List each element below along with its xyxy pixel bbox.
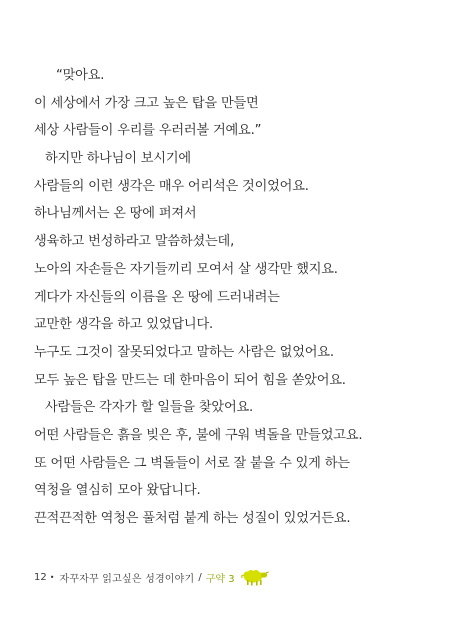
footer-separator: /: [198, 571, 202, 583]
volume-label: 구약 3: [205, 573, 235, 585]
text-line: 또 어떤 사람들은 그 벽돌들이 서로 잘 붙을 수 있게 하는: [34, 455, 350, 471]
text-line: 모두 높은 탑을 만드는 데 한마음이 되어 힘을 쏟았어요.: [34, 372, 346, 388]
page-footer: [34, 566, 269, 588]
series-title: 자꾸자꾸 읽고싶은 성경이야기: [59, 573, 195, 585]
footer-bullet: •: [49, 572, 55, 582]
text-line: 세상 사람들이 우리를 우러러볼 거예요.”: [34, 123, 262, 139]
text-line: 게다가 자신들의 이름을 온 땅에 드러내려는: [34, 289, 280, 305]
text-line: “맞아요.: [56, 68, 105, 83]
text-line: 이 세상에서 가장 크고 높은 탑을 만들면: [34, 95, 259, 111]
text-line: 누구도 그것이 잘못되었다고 말하는 사람은 없었어요.: [34, 344, 334, 360]
lamb-icon: [239, 568, 269, 586]
text-line: 끈적끈적한 역청은 풀처럼 붙게 하는 성질이 있었거든요.: [34, 511, 351, 526]
text-line: 하지만 하나님이 보시기에: [45, 151, 191, 167]
text-line: 역청을 열심히 모아 왔답니다.: [34, 483, 201, 499]
text-line: 교만한 생각을 하고 있었답니다.: [34, 317, 213, 333]
text-line: 노아의 자손들은 자기들끼리 모여서 살 생각만 했지요.: [34, 261, 338, 277]
page-number: 12: [34, 571, 47, 583]
text-line: 사람들의 이런 생각은 매우 어리석은 것이었어요.: [34, 178, 309, 194]
text-line: 하나님께서는 온 땅에 퍼져서: [34, 206, 197, 222]
text-line: 사람들은 각자가 할 일들을 찾았어요.: [45, 400, 254, 416]
text-line: 어떤 사람들은 흙을 빚은 후, 불에 구워 벽돌을 만들었고요.: [34, 427, 363, 443]
text-line: 생육하고 번성하라고 말씀하셨는데,: [34, 234, 235, 250]
story-text: [34, 62, 454, 533]
